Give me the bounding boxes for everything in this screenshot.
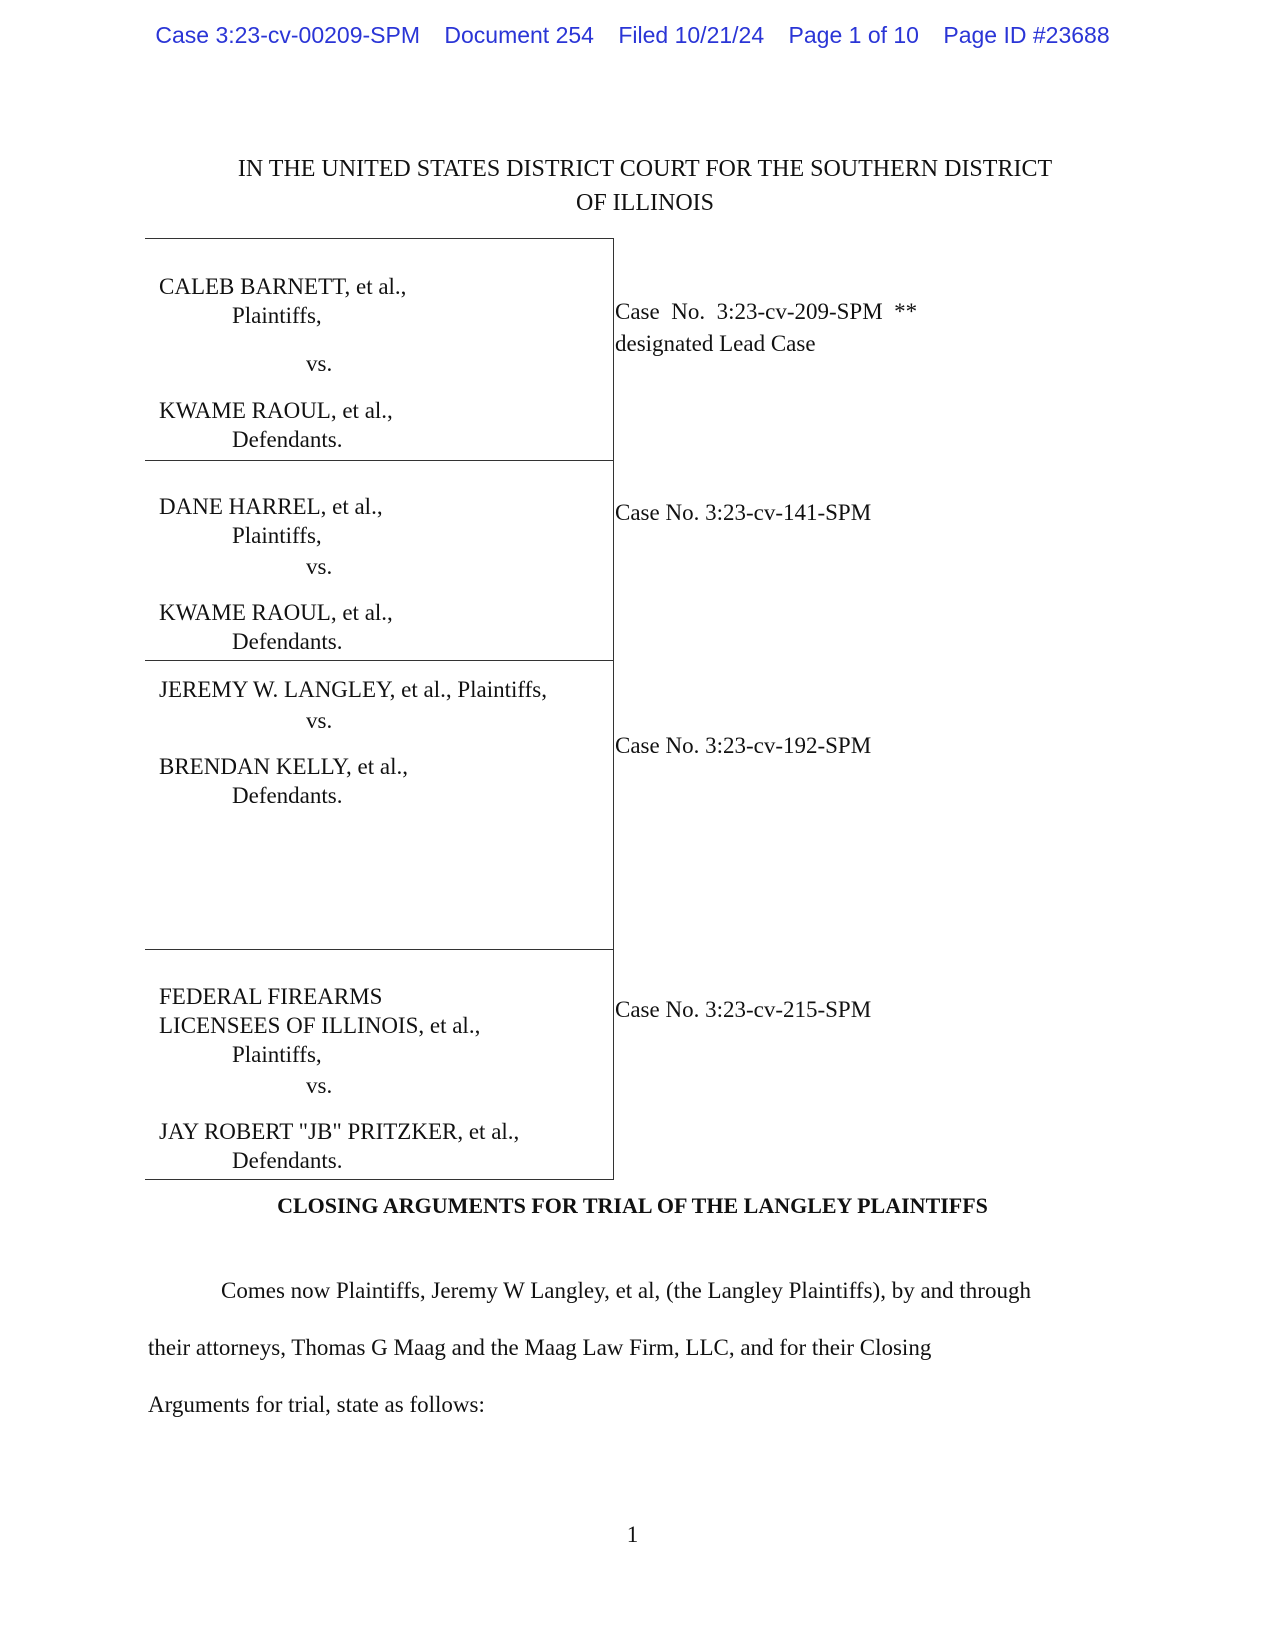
case-1-note: designated Lead Case	[615, 331, 816, 356]
case-3-number: Case No. 3:23-cv-192-SPM	[615, 733, 872, 758]
case-1-plaintiff: CALEB BARNETT, et al.,	[159, 274, 407, 299]
caption-rule-bottom	[145, 1179, 614, 1180]
case-2-plaintiff-role: Plaintiffs,	[232, 523, 322, 548]
case-1-parties	[159, 272, 406, 454]
body-line-2: their attorneys, Thomas G Maag and the Maag Law Firm, LLC, and for their Closing	[148, 1335, 932, 1360]
case-2-defendant: KWAME RAOUL, et al.,	[159, 600, 393, 625]
case-4-plaintiff-line2: LICENSEES OF ILLINOIS, et al.,	[159, 1013, 481, 1038]
caption-rule-2	[145, 660, 614, 661]
document-title: CLOSING ARGUMENTS FOR TRIAL OF THE LANGLEY PLAINTIFFS	[277, 1193, 988, 1218]
case-4-parties	[159, 982, 519, 1175]
caption-divider	[613, 238, 614, 1180]
caption-rule-3	[145, 949, 614, 950]
case-4-vs: vs.	[306, 1073, 333, 1098]
caption-rule-top	[145, 238, 614, 239]
case-3-vs: vs.	[306, 708, 333, 733]
case-2-defendant-role: Defendants.	[232, 629, 343, 654]
case-4-plaintiff-line1: FEDERAL FIREARMS	[159, 984, 383, 1009]
case-1-defendant-role: Defendants.	[232, 427, 343, 452]
body-line-1: Comes now Plaintiffs, Jeremy W Langley, et al, (the Langley Plaintiffs), by and through	[221, 1278, 1031, 1303]
header-case-number: Case 3:23-cv-00209-SPM	[155, 22, 420, 48]
case-1-number: Case No. 3:23-cv-209-SPM **	[615, 299, 918, 324]
case-3-parties	[159, 675, 547, 810]
case-1-vs: vs.	[306, 351, 333, 376]
ecf-header	[0, 22, 1265, 49]
case-1-plaintiff-role: Plaintiffs,	[232, 303, 322, 328]
header-page-count: Page 1 of 10	[788, 22, 919, 48]
case-1-number-block	[615, 296, 917, 360]
case-4-plaintiff-role: Plaintiffs,	[232, 1042, 322, 1067]
case-4-defendant: JAY ROBERT "JB" PRITZKER, et al.,	[159, 1119, 520, 1144]
case-3-plaintiff: JEREMY W. LANGLEY, et al., Plaintiffs,	[159, 677, 548, 702]
court-title	[140, 152, 1150, 220]
case-3-defendant: BRENDAN KELLY, et al.,	[159, 754, 408, 779]
caption-rule-1	[145, 460, 614, 461]
page-number: 1	[626, 1522, 639, 1547]
case-4-number: Case No. 3:23-cv-215-SPM	[615, 997, 872, 1022]
case-2-parties	[159, 492, 393, 656]
case-3-defendant-role: Defendants.	[232, 783, 343, 808]
header-page-id: Page ID #23688	[943, 22, 1110, 48]
case-2-plaintiff: DANE HARREL, et al.,	[159, 494, 383, 519]
body-paragraph	[148, 1262, 1148, 1433]
case-4-defendant-role: Defendants.	[232, 1148, 343, 1173]
case-2-vs: vs.	[306, 554, 333, 579]
court-title-line2: OF ILLINOIS	[576, 190, 714, 216]
header-filed-date: Filed 10/21/24	[618, 22, 765, 48]
case-1-defendant: KWAME RAOUL, et al.,	[159, 398, 393, 423]
court-title-line1: IN THE UNITED STATES DISTRICT COURT FOR THE SOUTHERN DISTRICT	[237, 156, 1053, 182]
body-line-3: Arguments for trial, state as follows:	[148, 1392, 485, 1417]
case-2-number: Case No. 3:23-cv-141-SPM	[615, 500, 872, 525]
header-document-number: Document 254	[444, 22, 594, 48]
